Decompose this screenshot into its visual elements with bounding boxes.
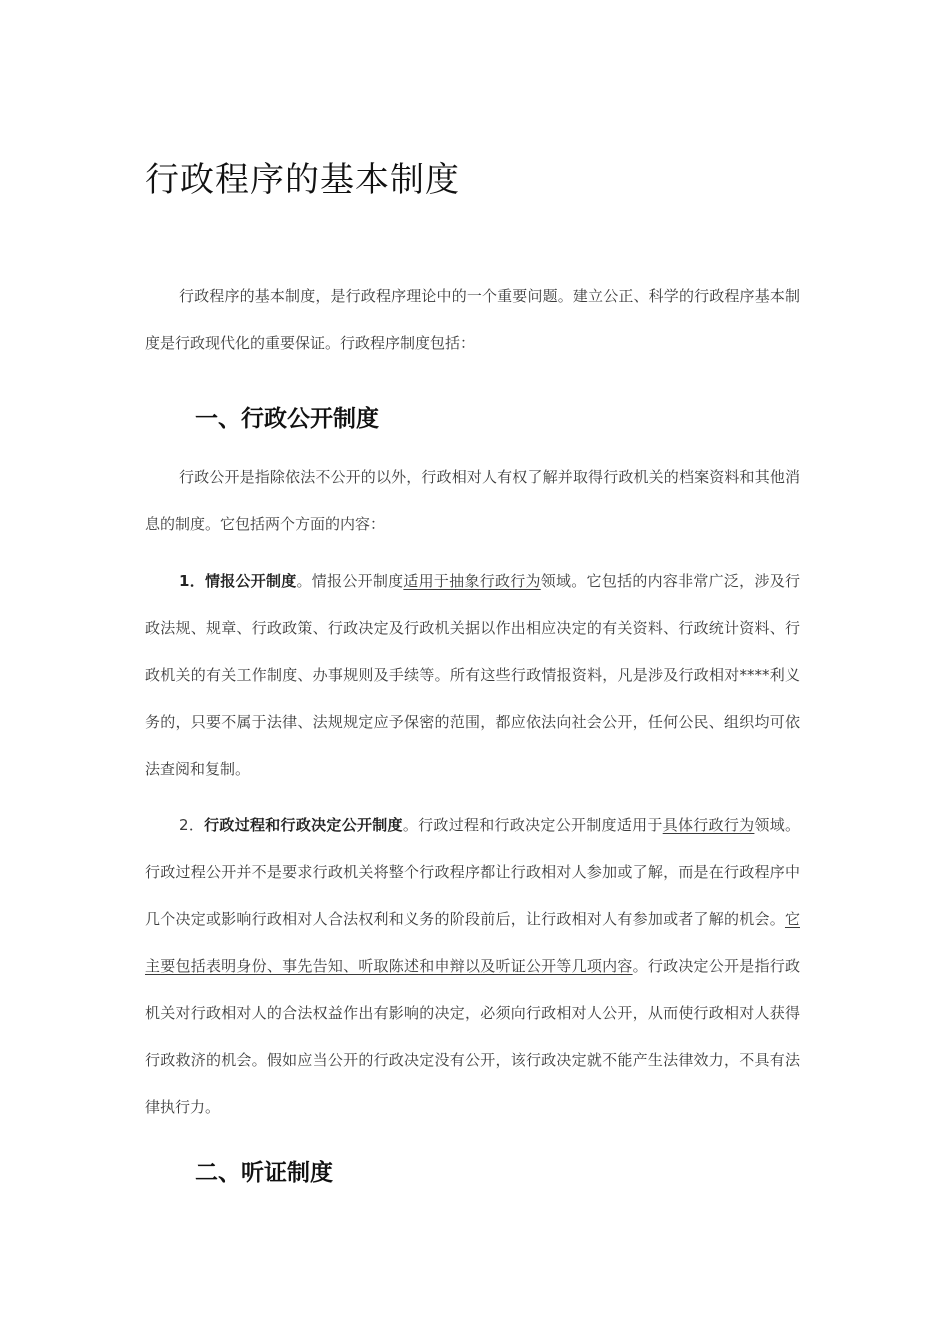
section1-heading: 一、行政公开制度 [195, 406, 379, 432]
item1-title: 情报公开制度 [204, 572, 297, 590]
intro-paragraph: 行政程序的基本制度，是行政程序理论中的一个重要问题。建立公正、科学的行政程序基本制度是行政现代化的重要保证。行政程序制度包括： [145, 287, 800, 352]
item2-text-c: 。行政决定公开是指行政机关对行政相对人的合法权益作出有影响的决定，必须向行政相对人公开，从而使行政相对人获得行政救济的机会。假如应当公开的行政决定没有公开，该行政决定就不能产生法律效力，不具有法律执行力。 [145, 957, 800, 1116]
item1-text-b: 领域。它包括的内容非常广泛，涉及行政法规、规章、行政政策、行政决定及行政机关据以作出相应决定的有关资料、行政统计资料、行政机关的有关工作制度、办事规则及手续等。所有这些行政情报资料，凡是涉及行政相对****利义务的，只要不属于法律、法规规定应予保密的范围，都应依法向社会公开，任何公民、组织均可依法查阅和复制。 [145, 572, 800, 778]
item2-text-a: 。行政过程和行政决定公开制度适用于 [402, 816, 663, 834]
document-title: 行政程序的基本制度 [145, 160, 460, 200]
item1-text-a: 。情报公开制度 [296, 572, 404, 590]
section2-heading: 二、听证制度 [195, 1160, 333, 1186]
item2-number: 2． [179, 816, 205, 834]
item2-link-specific-act[interactable]: 具体行政行为 [662, 816, 755, 834]
item2-title: 行政过程和行政决定公开制度 [204, 816, 403, 834]
item2-paragraph [145, 802, 800, 1131]
item1-number: 1． [179, 572, 205, 590]
item1-paragraph [145, 558, 800, 793]
item2-text-b: 领域。行政过程公开并不是要求行政机关将整个行政程序都让行政相对人参加或了解，而是在行政程序中几个决定或影响行政相对人合法权利和义务的阶段前后，让行政相对人有参加或者了解的机会。 [145, 816, 800, 928]
item2-link-contents[interactable]: 它主要包括表明身份、事先告知、听取陈述和申辩以及听证公开等几项内容 [145, 910, 800, 975]
item1-link[interactable]: 适用于抽象行政行为 [403, 572, 541, 590]
section1-intro-paragraph: 行政公开是指除依法不公开的以外，行政相对人有权了解并取得行政机关的档案资料和其他消息的制度。它包括两个方面的内容： [145, 468, 800, 533]
